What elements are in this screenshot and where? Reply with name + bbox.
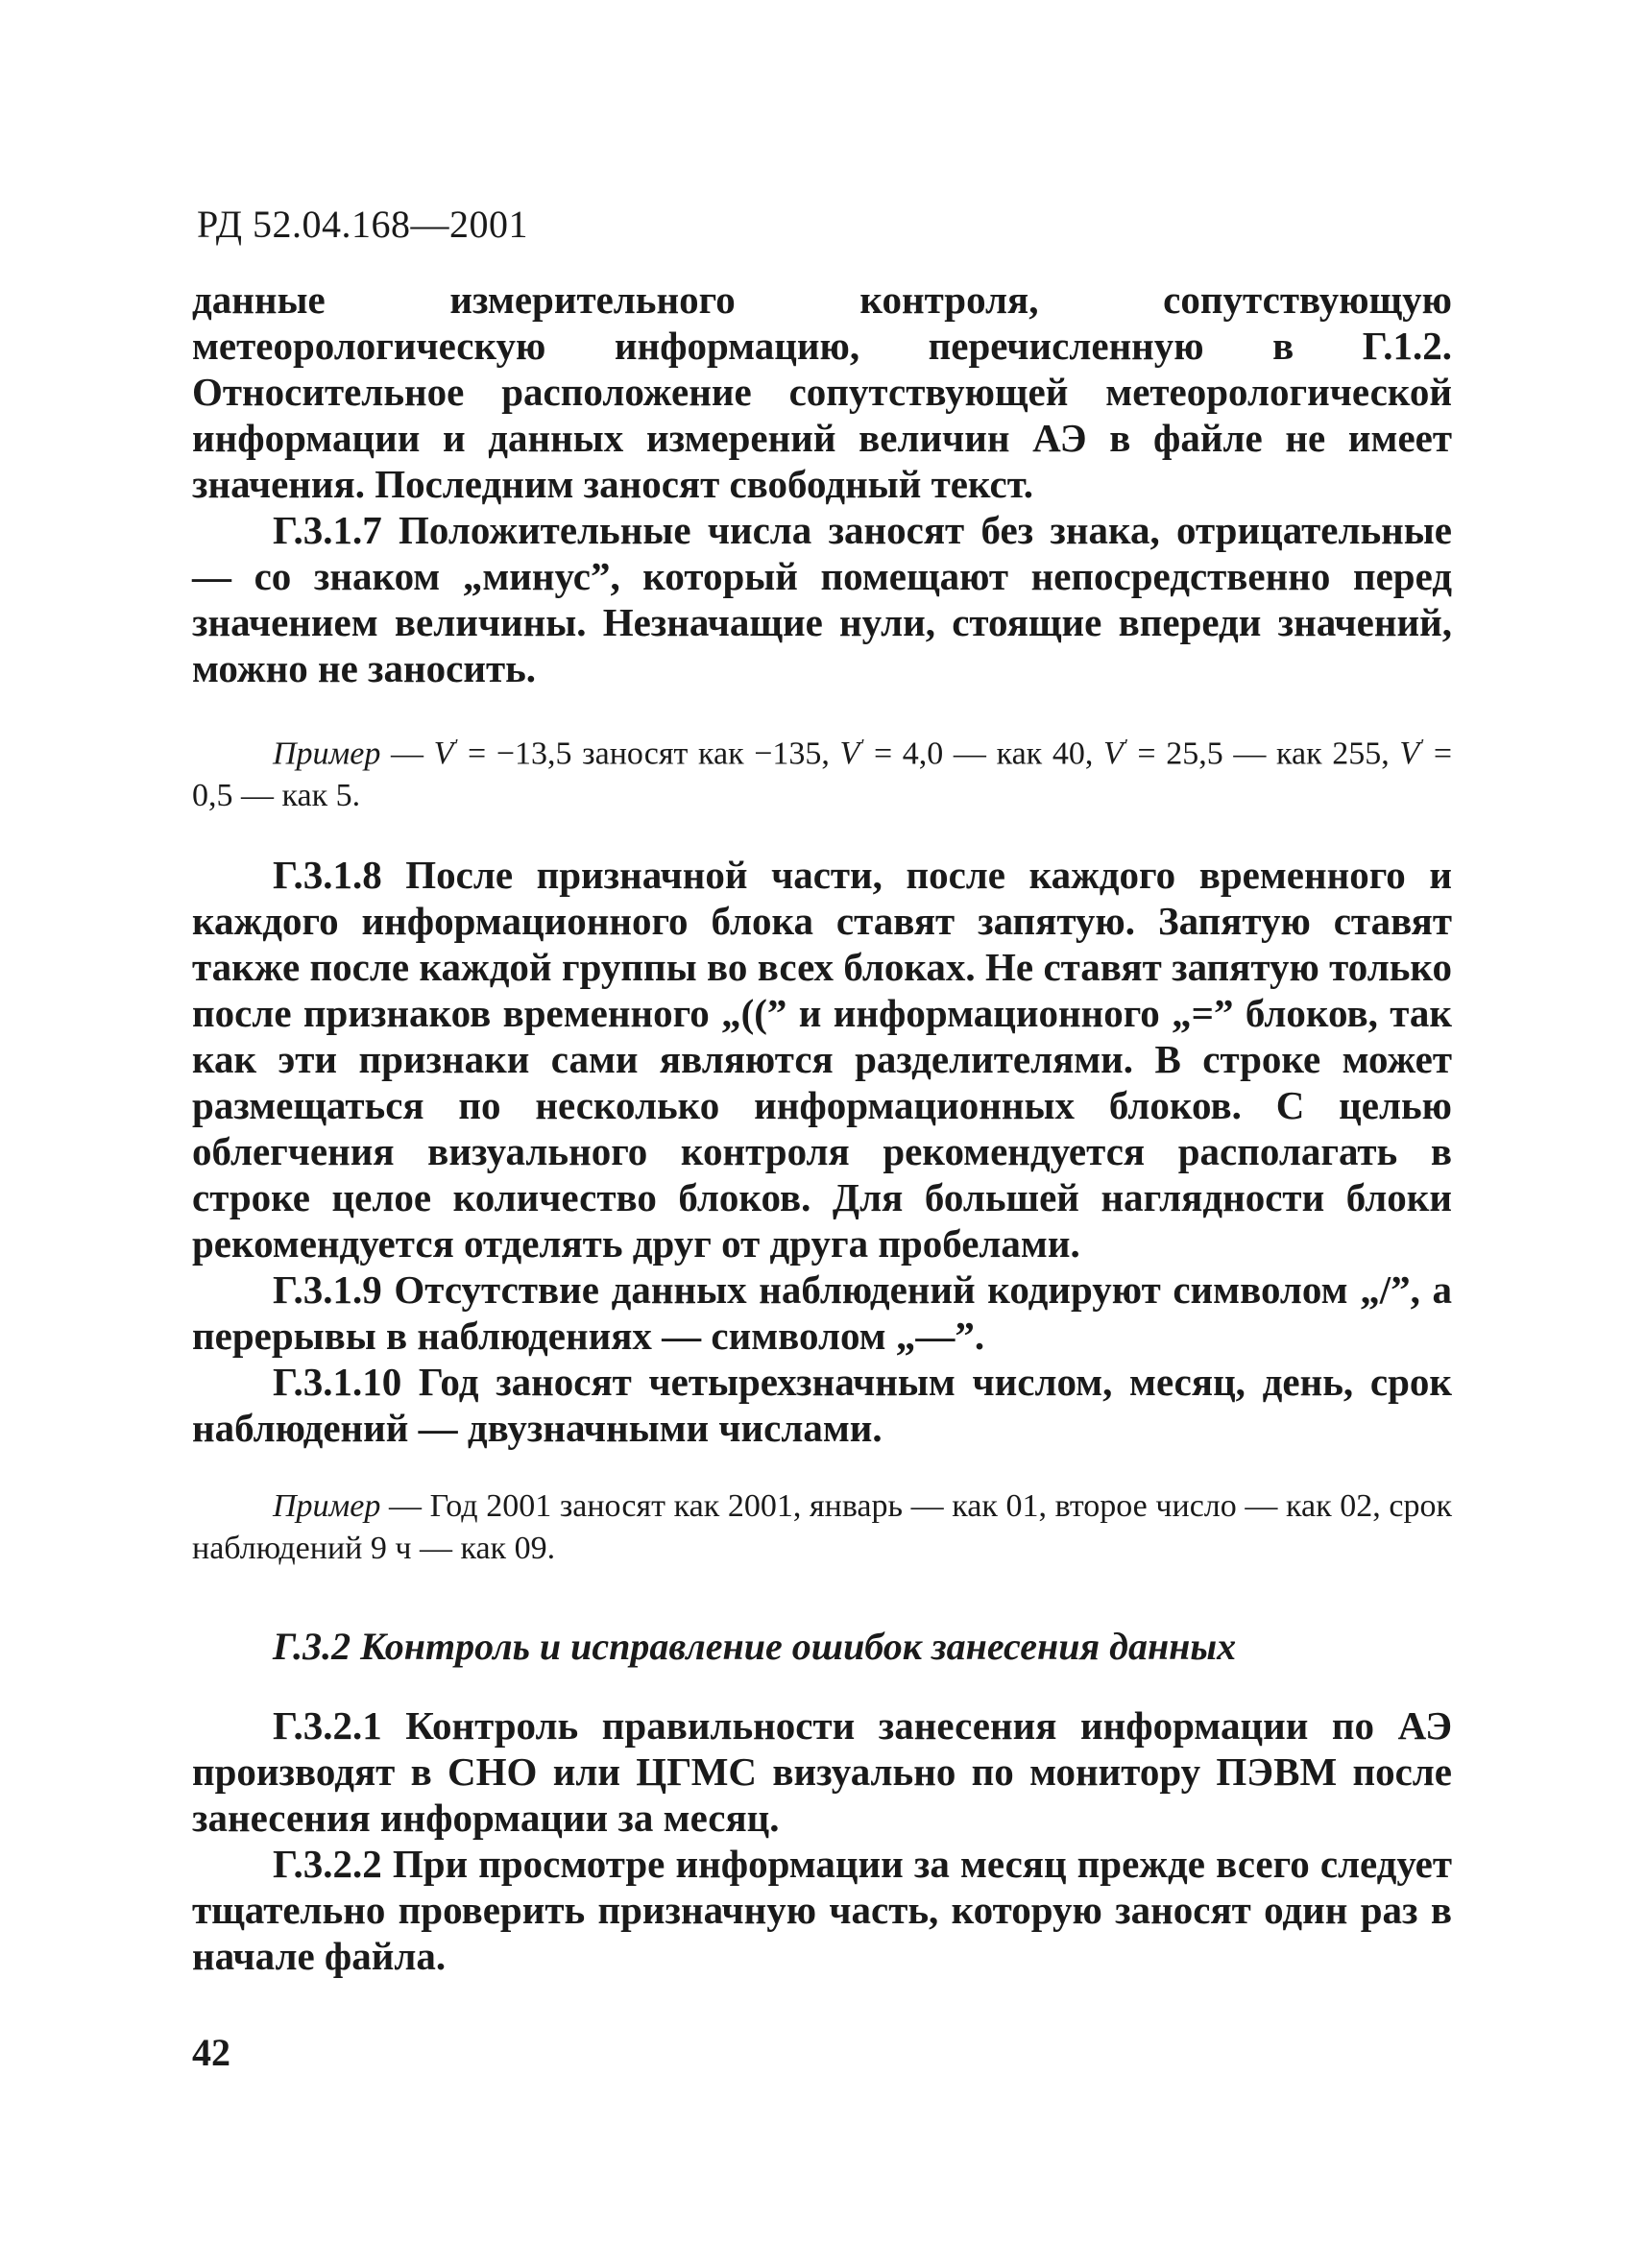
example-label: Пример [273, 1488, 381, 1525]
velocity-symbol: V' [433, 736, 458, 772]
document-code-header: РД 52.04.168—2001 [197, 203, 529, 246]
example-dash: — [380, 736, 434, 772]
paragraph-g-3-2-2: Г.3.2.2 При просмотре информации за месяц прежде всего следует тщательно проверить призначную часть, которую заносят один раз в начале файла. [192, 1842, 1452, 1979]
example-date-format [192, 1485, 1452, 1570]
example-segment: = −13,5 заносят как −135, [457, 736, 840, 772]
example-segment: = 0,5 — как 5. [192, 736, 1452, 814]
paragraph-g-3-1-10: Г.3.1.10 Год заносят четырехзначным числом, месяц, день, срок наблюдений — двузначными числами. [192, 1360, 1452, 1451]
paragraph-g-3-1-7: Г.3.1.7 Положительные числа заносят без знака, отрицательные — со знаком „минус”, который помещают непосредственно перед значением величины. Незначащие нули, стоящие впереди значений, можно не заносить. [192, 508, 1452, 690]
example-segment: = 4,0 — как 40, [863, 736, 1103, 772]
paragraph-continuation: данные измерительного контроля, сопутствующую метеорологическую информацию, перечисленную в Г.1.2. Относительное расположение сопутствующей метеорологической информации и данных измерений величин АЭ в файле не имеет значения. Последним заносят свободный текст. [192, 277, 1452, 506]
subsection-heading: Г.3.2 Контроль и исправление ошибок занесения данных [273, 1625, 1237, 1669]
main-text [192, 277, 1452, 1979]
paragraph-g-3-1-9: Г.3.1.9 Отсутствие данных наблюдений кодируют символом „/”, а перерывы в наблюдениях — символом „—”. [192, 1267, 1452, 1359]
paragraph-g-3-1-8: Г.3.1.8 После призначной части, после каждого временного и каждого информационного блока ставят запятую. Запятую ставят также после каждой группы во всех блоках. Не ставят запятую только после признаков временного „((” и информационного „=” блоков, так как эти признаки сами являются разделителями. В строке может размещаться по несколько информационных блоков. С целью облегчения визуального контроля рекомендуется располагать в строке целое количество блоков. Для большей наглядности блоки рекомендуется отделять друг от друга пробелами. [192, 853, 1452, 1267]
page-number: 42 [192, 2031, 230, 2074]
example-label: Пример [273, 736, 381, 772]
example-segment: = 25,5 — как 255, [1126, 736, 1400, 772]
example-text: — Год 2001 заносят как 2001, январь — как 01, второе число — как 02, срок наблюдений 9 ч — как 09. [192, 1488, 1452, 1567]
velocity-symbol: V' [1102, 736, 1127, 772]
velocity-symbol: V' [1399, 736, 1424, 772]
velocity-symbol: V' [839, 736, 864, 772]
paragraph-g-3-2-1: Г.3.2.1 Контроль правильности занесения информации по АЭ производят в СНО или ЦГМС визуально по монитору ПЭВМ после занесения информации за месяц. [192, 1703, 1452, 1841]
example-negative-numbers [192, 726, 1452, 817]
